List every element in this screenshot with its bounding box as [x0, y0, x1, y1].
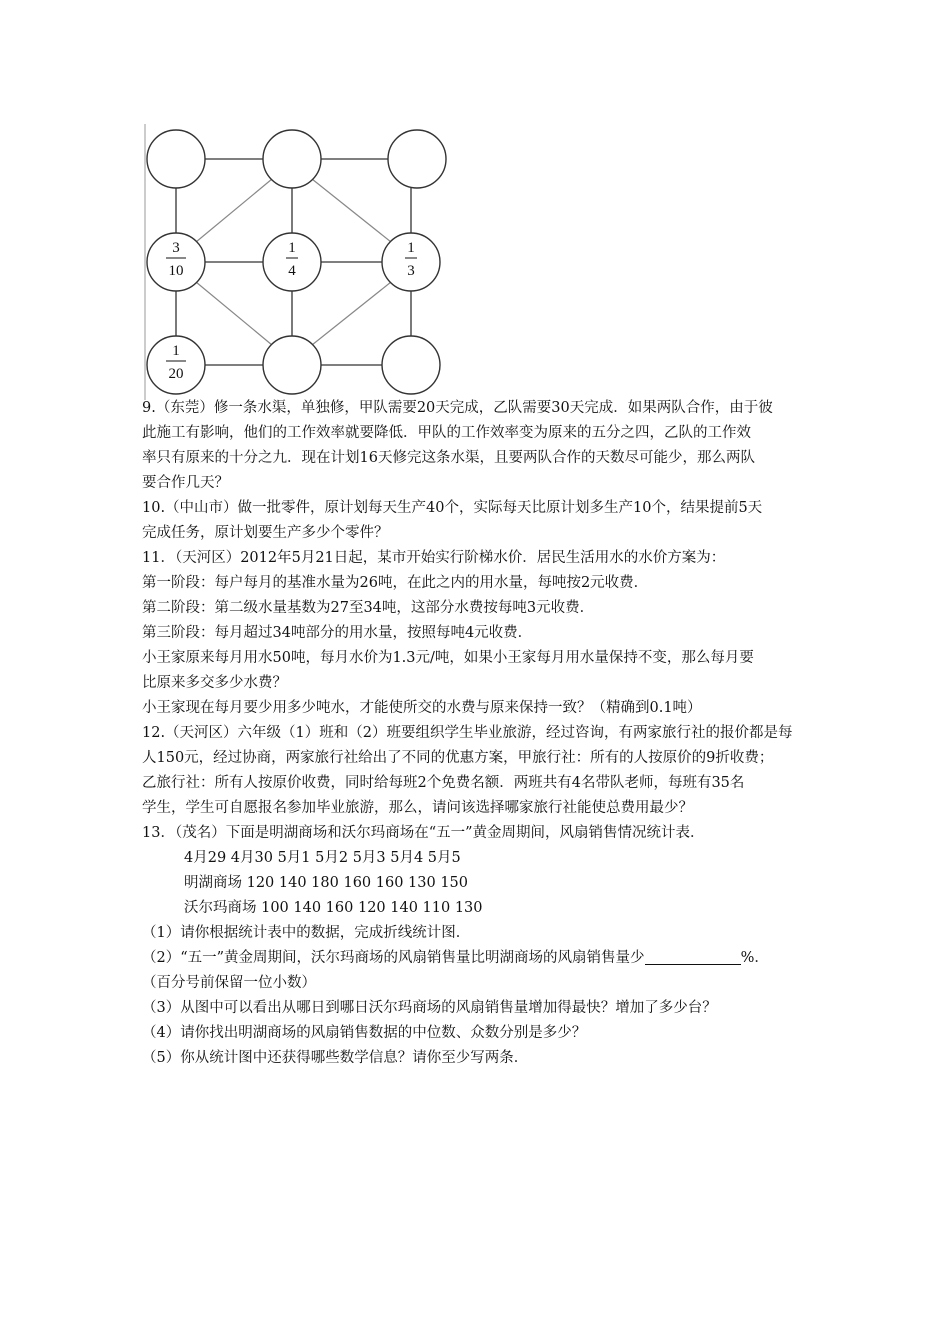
q13-sub-3: （3）从图中可以看出从哪日到哪日沃尔玛商场的风扇销售量增加得最快？增加了多少台？ [142, 1000, 717, 1016]
q12-line-1: 12.（天河区）六年级（1）班和（2）班要组织学生毕业旅游，经过咨询，有两家旅行社的报价都是每 [142, 725, 793, 741]
q11-stage-2: 第二阶段：第二级水量基数为27至34吨，这部分水费按每吨3元收费． [142, 600, 595, 616]
circle-r1-c2 [263, 130, 321, 188]
svg-text:20: 20 [168, 366, 184, 382]
q13-sub-1: （1）请你根据统计表中的数据，完成折线统计图． [142, 925, 471, 941]
table-row-walmart: 沃尔玛商场 100 140 160 120 140 110 130 [184, 900, 483, 916]
q9-line-4: 要合作几天？ [142, 475, 229, 491]
svg-text:1: 1 [407, 240, 415, 256]
q11-line-5: 小王家原来每月用水50吨，每月水价为1.3元/吨，如果小王家每月用水量保持不变，那么每月要 [142, 650, 754, 666]
circle-r3-c3 [382, 336, 440, 394]
q11-stage-3: 第三阶段：每月超过34吨部分的用水量，按照每吨4元收费． [142, 625, 533, 641]
answer-blank[interactable] [645, 948, 741, 965]
q12-line-4: 学生，学生可自愿报名参加毕业旅游，那么，请问该选择哪家旅行社能使总费用最少？ [142, 800, 693, 816]
q11-line-6: 比原来多交多少水费？ [142, 675, 287, 691]
svg-text:4: 4 [288, 263, 296, 279]
q13-sub-4: （4）请你找出明湖商场的风扇销售数据的中位数、众数分别是多少？ [142, 1025, 587, 1041]
q9-line-3: 率只有原来的十分之九．现在计划16天修完这条水渠，且要两队合作的天数尽可能少，那么两队 [142, 450, 755, 466]
q12-line-3: 乙旅行社：所有人按原价收费，同时给每班2个免费名额．两班共有4名带队老师，每班有35名 [142, 775, 745, 791]
q9-line-1: 9.（东莞）修一条水渠，单独修，甲队需要20天完成，乙队需要30天完成．如果两队合作，由于彼 [142, 400, 773, 416]
problem-text [142, 396, 822, 1071]
q13-line-1: 13．（茂名）下面是明湖商场和沃尔玛商场在“五一”黄金周期间，风扇销售情况统计表． [142, 825, 705, 841]
svg-text:1: 1 [288, 240, 296, 256]
q11-line-1: 11．（天河区）2012年5月21日起，某市开始实行阶梯水价．居民生活用水的水价方案为： [142, 550, 726, 566]
q11-stage-1: 第一阶段：每户每月的基准水量为26吨，在此之内的用水量，每吨按2元收费． [142, 575, 649, 591]
q11-line-7: 小王家现在每月要少用多少吨水，才能使所交的水费与原来保持一致？（精确到0.1吨） [142, 700, 702, 716]
svg-text:3: 3 [172, 240, 180, 256]
q13-sub-2-note: （百分号前保留一位小数） [142, 975, 316, 991]
circles [147, 130, 446, 394]
q12-line-2: 人150元，经过协商，两家旅行社给出了不同的优惠方案，甲旅行社：所有的人按原价的9折收费； [142, 750, 774, 766]
q13-sub-2: （2）“五一”黄金周期间，沃尔玛商场的风扇销售量比明湖商场的风扇销售量少 %． [142, 950, 769, 966]
circle-r1-c1 [147, 130, 205, 188]
q10-line-1: 10.（中山市）做一批零件，原计划每天生产40个，实际每天比原计划多生产10个，结果提前5天 [142, 500, 763, 516]
svg-text:10: 10 [168, 263, 184, 279]
circle-r1-c3 [388, 130, 446, 188]
table-header-row: 4月29 4月30 5月1 5月2 5月3 5月4 5月5 [184, 850, 461, 866]
circle-r3-c2 [263, 336, 321, 394]
q9-line-2: 此施工有影响，他们的工作效率就要降低．甲队的工作效率变为原来的五分之四，乙队的工作效 [142, 425, 751, 441]
svg-text:1: 1 [172, 343, 180, 359]
svg-text:3: 3 [407, 263, 415, 279]
q13-sub-5: （5）你从统计图中还获得哪些数学信息？请你至少写两条． [142, 1050, 529, 1066]
q10-line-2: 完成任务，原计划要生产多少个零件？ [142, 525, 389, 541]
circle-grid-diagram [138, 124, 458, 400]
table-row-minghu: 明湖商场 120 140 180 160 160 130 150 [184, 875, 468, 891]
